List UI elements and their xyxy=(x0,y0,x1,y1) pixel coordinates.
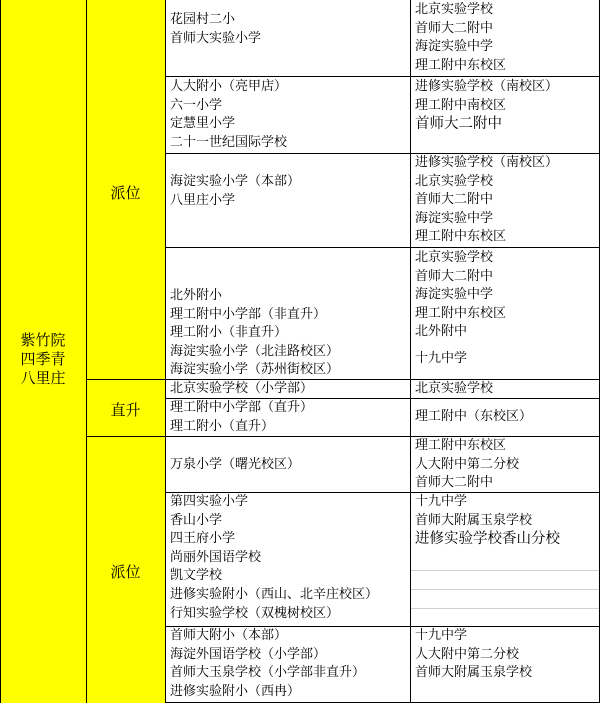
middle-school: 十九中学 xyxy=(415,628,468,643)
empty-cell-line xyxy=(411,589,599,590)
grid-line xyxy=(0,0,1,703)
section-border xyxy=(86,436,600,437)
primary-school: 理工附中小学部（直升） xyxy=(170,400,314,415)
middle-school: 首师大二附中 xyxy=(415,116,502,133)
middle-schools-2 xyxy=(415,78,558,134)
middle-school: 北京实验学校 xyxy=(415,250,494,265)
primary-school: 首师大附小（本部） xyxy=(170,628,288,643)
row-border xyxy=(165,76,600,77)
primary-school: 二十一世纪国际学校 xyxy=(170,134,288,150)
area-name-2: 四季青 xyxy=(20,350,66,368)
middle-school: 北京实验学校 xyxy=(415,381,494,396)
middle-schools-6 xyxy=(415,408,532,427)
primary-school: 花园村二小 xyxy=(170,12,236,27)
middle-school: 十九中学 xyxy=(415,350,468,366)
middle-school: 理工附中南校区 xyxy=(415,97,507,113)
primary-school: 尚丽外国语学校 xyxy=(170,549,262,565)
type-label-zhisheng: 直升 xyxy=(110,401,141,419)
primary-schools-8 xyxy=(170,493,378,623)
area-name-3: 八里庄 xyxy=(20,369,66,387)
primary-schools-3 xyxy=(170,173,300,210)
primary-schools-9 xyxy=(170,627,365,701)
middle-school: 理工附中东校区 xyxy=(415,57,507,73)
primary-school: 凯文学校 xyxy=(170,568,223,584)
middle-school: 首师大二附中 xyxy=(415,20,494,36)
middle-school: 进修实验学校香山分校 xyxy=(415,531,560,548)
primary-school: 北京实验学校（小学部） xyxy=(170,381,314,396)
primary-school: 六一小学 xyxy=(170,97,223,113)
primary-school: 首师大玉泉学校（小学部非直升） xyxy=(170,665,366,681)
primary-school: 北外附小 xyxy=(170,288,223,303)
middle-schools-4 xyxy=(415,249,506,369)
primary-school: 理工附中小学部（非直升） xyxy=(170,306,327,322)
primary-school: 进修实验附小（西冉） xyxy=(170,683,301,699)
empty-cell-line xyxy=(411,608,599,609)
middle-schools-1 xyxy=(415,1,506,75)
section-border xyxy=(86,379,600,380)
grid-line xyxy=(165,0,166,703)
primary-schools-1 xyxy=(170,11,261,48)
primary-school: 海淀实验小学（苏州街校区） xyxy=(170,362,340,378)
middle-school: 海淀实验中学 xyxy=(415,39,494,55)
middle-school: 进修实验学校（南校区） xyxy=(415,155,559,170)
middle-school: 首师大二附中 xyxy=(415,475,494,491)
middle-school: 首师大二附中 xyxy=(415,268,494,284)
row-border xyxy=(165,247,600,248)
middle-school: 北外附中 xyxy=(415,324,468,340)
area-name-1: 紫竹院 xyxy=(20,331,66,349)
primary-school: 海淀实验小学（本部） xyxy=(170,174,301,189)
grid-line xyxy=(599,0,600,703)
area-label xyxy=(0,331,86,388)
primary-school: 行知实验学校（双槐树校区） xyxy=(170,605,340,621)
middle-schools-8 xyxy=(415,493,560,549)
primary-school: 理工附小（直升） xyxy=(170,418,275,434)
primary-school: 八里庄小学 xyxy=(170,192,236,208)
middle-school: 北京实验学校 xyxy=(415,2,494,17)
middle-school: 海淀实验中学 xyxy=(415,287,494,303)
primary-school: 第四实验小学 xyxy=(170,494,249,509)
middle-school: 进修实验学校（南校区） xyxy=(415,79,559,94)
middle-schools-5 xyxy=(415,380,493,399)
middle-school: 理工附中东校区 xyxy=(415,438,507,453)
primary-schools-7 xyxy=(170,456,300,475)
middle-school: 首师大附属玉泉学校 xyxy=(415,512,533,528)
middle-school: 理工附中（东校区） xyxy=(415,409,533,424)
middle-school: 人大附中第二分校 xyxy=(415,456,520,472)
middle-schools-3 xyxy=(415,154,558,247)
middle-school: 北京实验学校 xyxy=(415,173,494,189)
primary-school: 首师大实验小学 xyxy=(170,30,262,46)
type-label-paiwei: 派位 xyxy=(110,184,141,202)
primary-schools-4 xyxy=(170,287,339,380)
middle-school: 海淀实验中学 xyxy=(415,210,494,226)
empty-cell-line xyxy=(411,570,599,571)
middle-school: 人大附中第二分校 xyxy=(415,646,520,662)
primary-schools-6 xyxy=(170,399,313,436)
middle-schools-7 xyxy=(415,437,519,493)
primary-school: 香山小学 xyxy=(170,512,223,528)
primary-school: 进修实验附小（西山、北辛庄校区） xyxy=(170,586,379,602)
grid-line xyxy=(410,0,411,703)
middle-school: 十九中学 xyxy=(415,494,468,509)
middle-schools-9 xyxy=(415,627,532,683)
primary-schools-2 xyxy=(170,78,287,152)
grid-line xyxy=(86,0,87,703)
middle-school: 理工附中东校区 xyxy=(415,229,507,245)
middle-school: 理工附中东校区 xyxy=(415,305,507,321)
primary-school: 海淀实验小学（北洼路校区） xyxy=(170,343,340,359)
middle-school: 首师大二附中 xyxy=(415,192,494,208)
primary-school: 理工附小（非直升） xyxy=(170,325,288,341)
type-column-background xyxy=(86,0,165,703)
primary-schools-5 xyxy=(170,380,313,399)
primary-school: 四王府小学 xyxy=(170,531,236,547)
primary-school: 定慧里小学 xyxy=(170,116,236,132)
middle-school: 首师大附属玉泉学校 xyxy=(415,665,533,681)
primary-school: 万泉小学（曙光校区） xyxy=(170,457,301,472)
type-label-paiwei-2: 派位 xyxy=(110,563,141,581)
primary-school: 海淀外国语学校（小学部） xyxy=(170,646,327,662)
primary-school: 人大附小（亮甲店） xyxy=(170,79,288,94)
